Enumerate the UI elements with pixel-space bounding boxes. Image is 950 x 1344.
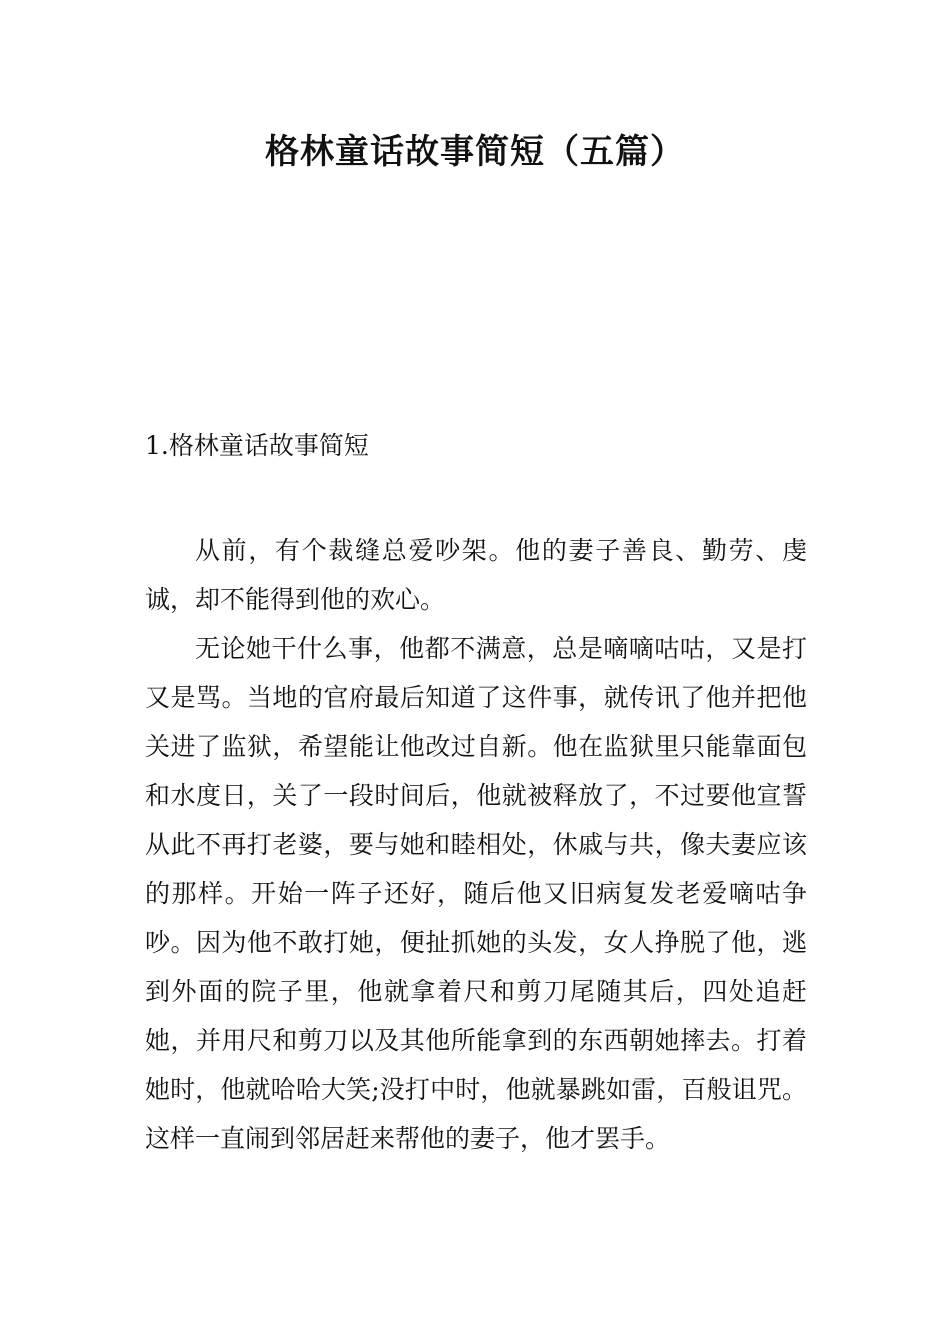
section-heading: 1.格林童话故事简短 [145,431,369,460]
document-body [145,526,807,1163]
paragraph-2: 无论她干什么事，他都不满意，总是嘀嘀咕咕，又是打又是骂。当地的官府最后知道了这件事，就传讯了他并把他关进了监狱，希望能让他改过自新。他在监狱里只能靠面包和水度日，关了一段时间后，他就被释放了，不过要他宣誓从此不再打老婆，要与她和睦相处，休戚与共，像夫妻应该的那样。开始一阵子还好，随后他又旧病复发老爱嘀咕争吵。因为他不敢打她，便扯抓她的头发，女人挣脱了他，逃到外面的院子里，他就拿着尺和剪刀尾随其后，四处追赶她，并用尺和剪刀以及其他所能拿到的东西朝她摔去。打着她时，他就哈哈大笑;没打中时，他就暴跳如雷，百般诅咒。这样一直闹到邻居赶来帮他的妻子，他才罢手。 [145,634,807,1153]
document-title: 格林童话故事简短（五篇） [265,132,685,172]
paragraph-1: 从前，有个裁缝总爱吵架。他的妻子善良、勤劳、虔诚，却不能得到他的欢心。 [145,536,807,614]
